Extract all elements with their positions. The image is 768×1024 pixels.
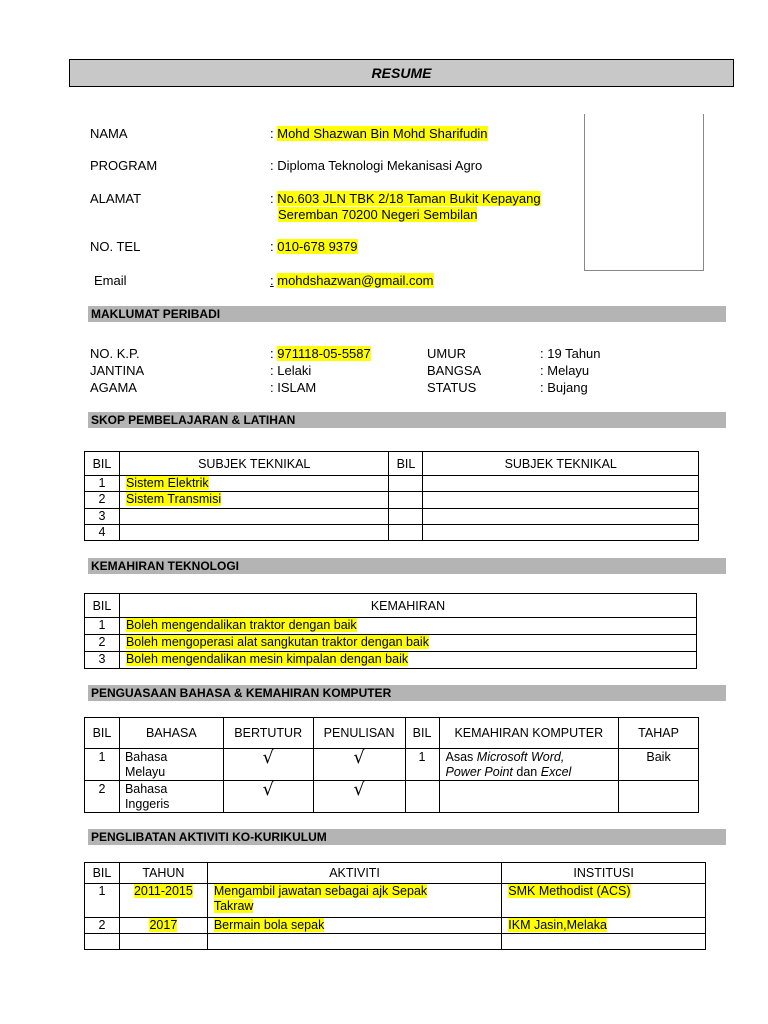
subjek-value: Sistem Elektrik <box>125 476 209 490</box>
nama-label: NAMA <box>90 126 128 141</box>
jantina-label: JANTINA <box>90 363 145 378</box>
bahasa-cell <box>119 781 223 813</box>
colon: : <box>270 346 274 361</box>
jantina-field <box>270 362 311 379</box>
table-row <box>85 509 699 525</box>
table-row <box>85 525 699 541</box>
institusi-value: IKM Jasin,Melaka <box>508 918 607 932</box>
page-title: RESUME <box>69 59 734 87</box>
table-row <box>85 749 699 781</box>
aktiviti-line: Takraw <box>213 899 254 913</box>
table-row <box>85 918 706 934</box>
empty-cell <box>389 492 423 509</box>
tahun-value: 2017 <box>149 918 178 932</box>
empty-cell <box>439 781 619 813</box>
table-header-row <box>85 863 706 884</box>
header-institusi: INSTITUSI <box>502 863 706 884</box>
bangsa-value: Melayu <box>547 363 590 378</box>
tahun-cell <box>119 918 207 934</box>
bil-cell: 2 <box>85 781 120 813</box>
colon: : <box>270 363 274 378</box>
table-row <box>85 884 706 918</box>
empty-cell <box>119 525 389 541</box>
table-header-row <box>85 718 699 749</box>
table-row <box>85 781 699 813</box>
section-skop-pembelajaran: SKOP PEMBELAJARAN & LATIHAN <box>88 412 726 428</box>
empty-cell <box>85 934 120 950</box>
tel-field <box>270 239 358 255</box>
kp-field <box>270 345 371 362</box>
empty-cell <box>423 492 699 509</box>
empty-cell <box>389 509 423 525</box>
header-bil: BIL <box>85 452 120 476</box>
bil-cell: 3 <box>85 509 120 525</box>
colon: : <box>270 126 274 141</box>
colon: : <box>270 239 274 254</box>
skop-table <box>84 451 699 541</box>
email-value[interactable]: mohdshazwan@gmail.com <box>277 273 434 288</box>
colon: : <box>270 273 274 288</box>
bahasa-line: Inggeris <box>124 797 170 811</box>
bil-cell: 3 <box>85 652 120 669</box>
subjek-cell <box>119 476 389 492</box>
kemahiran-value: Boleh mengendalikan traktor dengan baik <box>125 618 357 632</box>
empty-cell <box>423 476 699 492</box>
status-value: Bujang <box>547 380 588 395</box>
colon: : <box>270 191 274 206</box>
header-bil: BIL <box>85 863 120 884</box>
kemahiran-value: Boleh mengoperasi alat sangkutan traktor dengan baik <box>125 635 429 649</box>
kp-value: 971118-05-5587 <box>277 346 371 361</box>
bahasa-table <box>84 717 699 813</box>
header-kemahiran-komputer: KEMAHIRAN KOMPUTER <box>439 718 619 749</box>
header-tahun: TAHUN <box>119 863 207 884</box>
bil-cell: 2 <box>85 918 120 934</box>
bahasa-line: Bahasa <box>124 750 168 764</box>
agama-label: AGAMA <box>90 380 137 395</box>
subjek-cell <box>119 492 389 509</box>
agama-field <box>270 379 316 396</box>
email-field <box>270 273 434 289</box>
header-bil: BIL <box>85 718 120 749</box>
tel-label: NO. TEL <box>90 239 141 254</box>
status-field <box>540 379 588 396</box>
umur-field <box>540 345 601 362</box>
program-field <box>270 158 482 174</box>
komputer-dan: dan <box>516 765 538 779</box>
empty-cell <box>389 525 423 541</box>
bahasa-line: Bahasa <box>124 782 168 796</box>
bil-cell: 1 <box>85 476 120 492</box>
colon: : <box>540 380 544 395</box>
header-bil: BIL <box>405 718 439 749</box>
aktiviti-line: Bermain bola sepak <box>213 918 325 932</box>
colon: : <box>540 346 544 361</box>
bangsa-field <box>540 362 589 379</box>
header-aktiviti: AKTIVITI <box>207 863 501 884</box>
section-penguasaan-bahasa: PENGUASAAN BAHASA & KEMAHIRAN KOMPUTER <box>88 685 726 701</box>
subjek-value: Sistem Transmisi <box>125 492 222 506</box>
header-subjek: SUBJEK TEKNIKAL <box>423 452 699 476</box>
komputer-powerpoint: Power Point <box>445 765 513 779</box>
photo-placeholder <box>584 114 704 271</box>
institusi-cell <box>502 884 706 918</box>
alamat-field <box>270 191 541 223</box>
colon: : <box>270 158 274 173</box>
tahap-cell: Baik <box>619 749 699 781</box>
aktiviti-cell <box>207 884 501 918</box>
empty-cell <box>119 934 207 950</box>
section-ko-kurikulum: PENGLIBATAN AKTIVITI KO-KURIKULUM <box>88 829 726 845</box>
komputer-excel: Excel <box>540 765 572 779</box>
empty-cell <box>389 476 423 492</box>
institusi-value: SMK Methodist (ACS) <box>508 884 631 898</box>
kemahiran-cell <box>119 618 696 635</box>
header-bil: BIL <box>85 594 120 618</box>
komputer-cell <box>439 749 619 781</box>
institusi-cell <box>502 918 706 934</box>
bil-cell: 1 <box>405 749 439 781</box>
alamat-line1: No.603 JLN TBK 2/18 Taman Bukit Kepayang <box>277 191 541 206</box>
bertutur-check-icon: √ <box>223 781 313 813</box>
bil-cell: 1 <box>85 884 120 918</box>
komputer-asas: Asas <box>445 750 474 764</box>
bertutur-check-icon: √ <box>223 749 313 781</box>
kemahiran-cell <box>119 652 696 669</box>
section-kemahiran-teknologi: KEMAHIRAN TEKNOLOGI <box>88 558 726 574</box>
header-subjek: SUBJEK TEKNIKAL <box>119 452 389 476</box>
table-row <box>85 476 699 492</box>
umur-value: 19 Tahun <box>547 346 601 361</box>
program-label: PROGRAM <box>90 158 158 173</box>
program-value: Diploma Teknologi Mekanisasi Agro <box>277 158 483 173</box>
table-row <box>85 652 697 669</box>
kemahiran-cell <box>119 635 696 652</box>
header-penulisan: PENULISAN <box>313 718 405 749</box>
bil-cell: 2 <box>85 492 120 509</box>
tel-value: 010-678 9379 <box>277 239 358 254</box>
nama-value: Mohd Shazwan Bin Mohd Sharifudin <box>277 126 488 141</box>
empty-cell <box>619 781 699 813</box>
bil-cell: 2 <box>85 635 120 652</box>
table-row <box>85 492 699 509</box>
empty-cell <box>423 509 699 525</box>
empty-cell <box>207 934 501 950</box>
bangsa-label: BANGSA <box>427 363 482 378</box>
section-maklumat-peribadi: MAKLUMAT PERIBADI <box>88 306 726 322</box>
colon: : <box>270 380 274 395</box>
jantina-value: Lelaki <box>277 363 312 378</box>
komputer-word: Microsoft Word, <box>476 750 565 764</box>
kemahiran-value: Boleh mengendalikan mesin kimpalan dengan baik <box>125 652 409 666</box>
kp-label: NO. K.P. <box>90 346 140 361</box>
tahun-cell <box>119 884 207 918</box>
colon: : <box>540 363 544 378</box>
table-header-row <box>85 594 697 618</box>
empty-cell <box>502 934 706 950</box>
bahasa-line: Melayu <box>124 765 166 779</box>
header-tahap: TAHAP <box>619 718 699 749</box>
header-kemahiran: KEMAHIRAN <box>119 594 696 618</box>
header-bahasa: BAHASA <box>119 718 223 749</box>
table-row <box>85 934 706 950</box>
kokurikulum-table <box>84 862 706 950</box>
table-row <box>85 618 697 635</box>
alamat-line2: Seremban 70200 Negeri Sembilan <box>278 207 478 222</box>
tahun-value: 2011-2015 <box>133 884 193 898</box>
penulisan-check-icon: √ <box>313 749 405 781</box>
agama-value: ISLAM <box>277 380 317 395</box>
bil-cell: 1 <box>85 618 120 635</box>
alamat-label: ALAMAT <box>90 191 142 206</box>
penulisan-check-icon: √ <box>313 781 405 813</box>
kemahiran-table <box>84 593 697 669</box>
table-header-row <box>85 452 699 476</box>
header-bertutur: BERTUTUR <box>223 718 313 749</box>
bahasa-cell <box>119 749 223 781</box>
aktiviti-line: Mengambil jawatan sebagai ajk Sepak <box>213 884 428 898</box>
nama-field <box>270 126 488 142</box>
bil-cell: 4 <box>85 525 120 541</box>
email-label: Email <box>94 273 127 288</box>
empty-cell <box>423 525 699 541</box>
bil-cell: 1 <box>85 749 120 781</box>
empty-cell <box>119 509 389 525</box>
empty-cell <box>405 781 439 813</box>
umur-label: UMUR <box>427 346 466 361</box>
aktiviti-cell <box>207 918 501 934</box>
table-row <box>85 635 697 652</box>
header-bil: BIL <box>389 452 423 476</box>
status-label: STATUS <box>427 380 477 395</box>
